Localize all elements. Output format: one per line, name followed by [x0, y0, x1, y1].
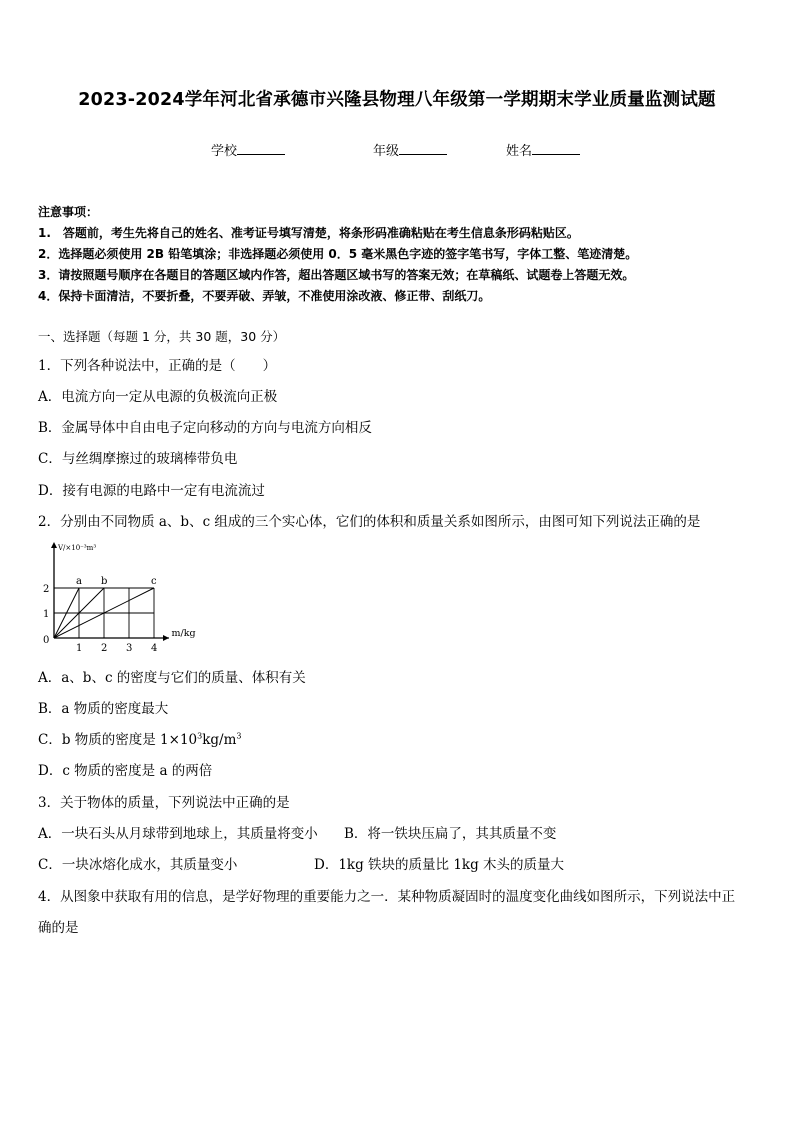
q2-option-d: D．c 物质的密度是 a 的两倍: [38, 763, 213, 779]
school-blank[interactable]: [237, 142, 285, 155]
q1-option-d: D．接有电源的电路中一定有电流流过: [38, 483, 265, 499]
q2-option-c-sup: 3: [197, 731, 203, 741]
notes-heading: 注意事项：: [38, 205, 99, 219]
grade-label: 年级: [373, 144, 400, 159]
series-label-c: c: [151, 576, 157, 587]
series-label-a: a: [76, 576, 82, 587]
name-field[interactable]: [506, 140, 580, 159]
density-chart: [38, 538, 213, 658]
q2-option-a: A．a、b、c 的密度与它们的质量、体积有关: [38, 670, 306, 686]
page-title: 2023-2024学年河北省承德市兴隆县物理八年级第一学期期末学业质量监测试题: [78, 90, 716, 110]
school-label: 学校: [211, 144, 238, 159]
q3-option-d: D．1kg 铁块的质量比 1kg 木头的质量大: [314, 857, 565, 873]
q2-stem: 2．分别由不同物质 a、b、c 组成的三个实心体，它们的体积和质量关系如图所示，由图可知下列说法正确的是: [38, 514, 701, 530]
school-field[interactable]: [211, 140, 285, 159]
q2-option-b: B．a 物质的密度最大: [38, 701, 169, 717]
y-axis-arrow: [51, 542, 57, 548]
q3-option-a: A．一块石头从月球带到地球上，其质量将变小: [38, 826, 318, 842]
x-tick-label: 3: [126, 643, 133, 654]
note-item: 1. 答题前，考生先将自己的姓名、准考证号填写清楚，将条形码准确粘贴在考生信息条形码粘贴区。: [38, 226, 579, 240]
q4-stem-line1: 4．从图象中获取有用的信息，是学好物理的重要能力之一．某种物质凝固时的温度变化曲线如图所示，下列说法中正: [38, 889, 736, 905]
note-item: 3．请按照题号顺序在各题目的答题区域内作答，超出答题区域书写的答案无效；在草稿纸、试题卷上答题无效。: [38, 268, 635, 282]
section-title: 一、选择题（每题 1 分，共 30 题，30 分）: [38, 329, 286, 344]
q4-stem-line2: 确的是: [38, 920, 79, 936]
q2-option-c-sup2: 3: [236, 731, 242, 741]
q1-option-c: C．与丝绸摩擦过的玻璃棒带负电: [38, 451, 238, 467]
name-blank[interactable]: [532, 142, 580, 155]
q2-option-c-unit: kg/m: [202, 732, 237, 748]
x-tick-label: 1: [76, 643, 83, 654]
q3-stem: 3．关于物体的质量，下列说法中正确的是: [38, 795, 290, 811]
grade-blank[interactable]: [399, 142, 447, 155]
q1-option-b: B．金属导体中自由电子定向移动的方向与电流方向相反: [38, 420, 372, 436]
grade-field[interactable]: [373, 140, 447, 159]
series-label-b: b: [101, 576, 108, 587]
q3-option-b: B．将一铁块压扁了，其其质量不变: [344, 826, 557, 842]
name-label: 姓名: [506, 144, 533, 159]
y-tick-label: 1: [43, 609, 50, 620]
q2-option-c: [38, 728, 242, 748]
q3-option-c: C．一块冰熔化成水，其质量变小: [38, 857, 238, 873]
x-axis-arrow: [163, 635, 169, 641]
note-item: 4．保持卡面清洁，不要折叠，不要弄破、弄皱，不准使用涂改液、修正带、刮纸刀。: [38, 289, 491, 303]
x-tick-label: 4: [151, 643, 158, 654]
x-tick-label: 2: [101, 643, 108, 654]
origin-label: 0: [43, 635, 50, 646]
notes-block: [38, 202, 758, 307]
y-tick-label: 2: [43, 584, 50, 595]
q1-option-a: A．电流方向一定从电源的负极流向正极: [38, 389, 278, 405]
note-item: 2．选择题必须使用 2B 铅笔填涂；非选择题必须使用 0．5 毫米黑色字迹的签字笔书写，字体工整、笔迹清楚。: [38, 247, 638, 261]
q1-stem: 1．下列各种说法中，正确的是（ ）: [38, 358, 277, 374]
q2-option-c-text: C．b 物质的密度是 1×10: [38, 732, 198, 748]
y-axis-label: V/×10⁻³m³: [58, 544, 97, 552]
x-axis-label: m/kg: [171, 628, 196, 639]
